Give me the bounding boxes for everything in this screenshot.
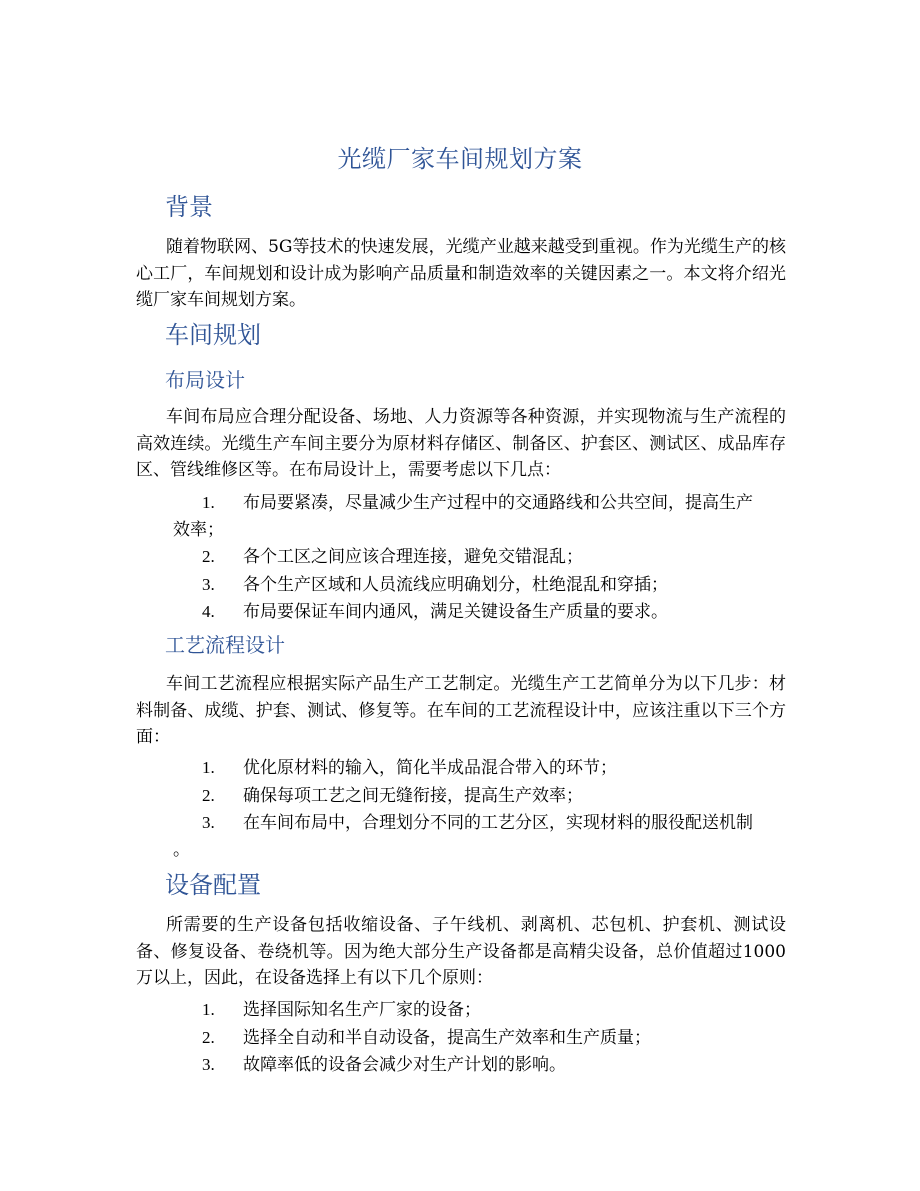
list-item (0, 544, 920, 571)
list-layout (0, 490, 920, 626)
list-item (0, 1052, 920, 1079)
list-item-number: 3. (202, 1055, 215, 1074)
list-item (0, 755, 920, 782)
list-item-number: 3. (202, 813, 215, 832)
list-item-text-continuation: 。 (173, 839, 190, 860)
list-item-text-continuation: 效率； (173, 519, 224, 540)
list-item-number: 2. (202, 785, 215, 805)
list-item-number: 2. (202, 547, 215, 566)
list-item-number: 4. (202, 602, 215, 621)
list-process (0, 755, 920, 863)
paragraph-layout: 车间布局应合理分配设备、场地、人力资源等各种资源，并实现物流与生产流程的高效连续。光缆生产车间主要分为原材料存储区、制备区、护套区、测试区、成品库存区、管线维修区等。在布局设计上，需要考虑以下几点： (136, 407, 786, 480)
list-item-text: 故障率低的设备会减少对生产计划的影响。 (243, 1055, 566, 1075)
list-item-text: 在车间布局中，合理划分不同的工艺分区，实现材料的服役配送机制 (243, 813, 753, 833)
list-item-text: 确保每项工艺之间无缝衔接，提高生产效率； (243, 785, 583, 806)
list-item-number: 1. (202, 758, 215, 777)
list-item-number: 2. (202, 1027, 215, 1047)
paragraph-process: 车间工艺流程应根据实际产品生产工艺制定。光缆生产工艺简单分为以下几步：材料制备、成缆、护套、测试、修复等。在车间的工艺流程设计中，应该注重以下三个方面： (136, 674, 786, 747)
list-item (0, 572, 920, 599)
heading-process: 工艺流程设计 (165, 633, 285, 657)
list-item (0, 810, 920, 863)
list-item (0, 599, 920, 626)
list-item (0, 1025, 920, 1052)
paragraph-equipment: 所需要的生产设备包括收缩设备、子午线机、剥离机、芯包机、护套机、测试设备、修复设备、卷绕机等。因为绝大部分生产设备都是高精尖设备，总价值超过1000万以上，因此，在设备选择上有以下几个原则： (136, 915, 786, 988)
heading-layout: 布局设计 (165, 368, 245, 392)
heading-workshop: 车间规划 (165, 321, 261, 349)
list-item-number: 1. (202, 1000, 215, 1019)
document-title: 光缆厂家车间规划方案 (337, 145, 583, 173)
list-item (0, 490, 920, 543)
list-item-text: 布局要紧凑，尽量减少生产过程中的交通路线和公共空间，提高生产 (243, 493, 753, 513)
list-equipment (0, 997, 920, 1079)
list-item-text: 选择国际知名生产厂家的设备； (243, 1000, 481, 1020)
list-item-text: 选择全自动和半自动设备，提高生产效率和生产质量； (243, 1027, 651, 1048)
paragraph-background: 随着物联网、5G等技术的快速发展，光缆产业越来越受到重视。作为光缆生产的核心工厂，车间规划和设计成为影响产品质量和制造效率的关键因素之一。本文将介绍光缆厂家车间规划方案。 (136, 237, 786, 310)
heading-background: 背景 (165, 193, 213, 221)
list-item-text: 优化原材料的输入，简化半成品混合带入的环节； (243, 758, 617, 778)
list-item-text: 各个生产区域和人员流线应明确划分，杜绝混乱和穿插； (243, 574, 668, 595)
list-item-text: 布局要保证车间内通风，满足关键设备生产质量的要求。 (243, 602, 668, 622)
heading-equipment: 设备配置 (165, 871, 261, 899)
list-item-text: 各个工区之间应该合理连接，避免交错混乱； (243, 547, 583, 567)
list-item-number: 1. (202, 493, 215, 512)
list-item-number: 3. (202, 574, 215, 594)
list-item (0, 997, 920, 1024)
list-item (0, 783, 920, 810)
